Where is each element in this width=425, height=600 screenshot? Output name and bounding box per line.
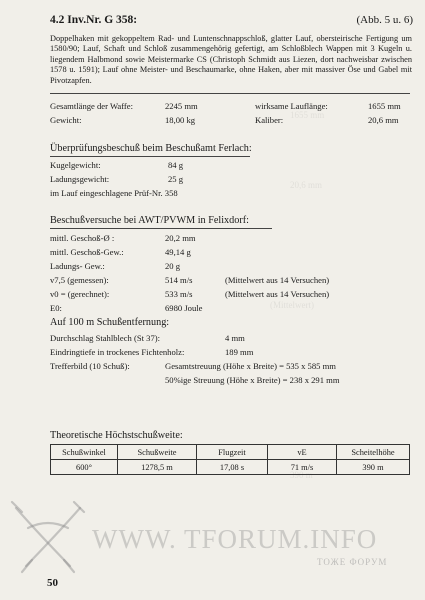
table-cell: 390 m — [337, 460, 410, 475]
watermark-subtext: ТОЖЕ ФОРУМ — [317, 557, 388, 567]
figure-reference: (Abb. 5 u. 6) — [356, 14, 413, 26]
caliber-value: 20,6 mm — [368, 115, 399, 125]
table-cell: 1278,5 m — [118, 460, 197, 475]
test-row-label: v7,5 (gemessen): — [50, 275, 109, 285]
page-number: 50 — [47, 577, 58, 589]
divider — [50, 93, 410, 94]
test-row-label: mittl. Geschoß-Gew.: — [50, 247, 124, 257]
bleed-through-decoration: 390 m — [290, 470, 313, 480]
watermark-text: WWW. TFORUM.INFO — [92, 524, 378, 554]
ball-weight-label: Kugelgewicht: — [50, 160, 101, 170]
table-header-row — [51, 445, 410, 460]
col-header: Schußwinkel — [51, 445, 118, 460]
test-row-label: Ladungs- Gew.: — [50, 261, 105, 271]
table-cell: 71 m/s — [268, 460, 337, 475]
bleed-through-decoration: 1655 mm — [290, 110, 325, 120]
crossed-sabres-watermark-icon — [8, 488, 88, 578]
table-row — [51, 460, 410, 475]
effective-barrel-value: 1655 mm — [368, 101, 401, 111]
wood-penetration-label: Eindringtiefe in trockenes Fichtenholz: — [50, 347, 185, 357]
total-length-label: Gesamtlänge der Waffe: — [50, 101, 133, 111]
bleed-through-decoration: 20,6 mm — [290, 180, 323, 190]
divider — [50, 156, 250, 157]
test-row-value: 20,2 mm — [165, 233, 196, 243]
steel-plate-value: 4 mm — [225, 333, 245, 343]
test-row-label: E0: — [50, 303, 62, 313]
half-spread: 50%ige Streuung (Höhe x Breite) = 238 x 291 mm — [165, 375, 340, 385]
theoretical-heading: Theoretische Höchstschußweite: — [50, 430, 183, 441]
test-row-label: v0 = (gerechnet): — [50, 289, 110, 299]
target-pattern-label: Trefferbild (10 Schuß): — [50, 361, 130, 371]
wood-penetration-value: 189 mm — [225, 347, 254, 357]
effective-barrel-label: wirksame Lauflänge: — [255, 101, 328, 111]
table-cell: 17,08 s — [197, 460, 268, 475]
ball-weight-value: 84 g — [168, 160, 184, 170]
test-row-label: mittl. Geschoß-Ø : — [50, 233, 115, 243]
charge-weight-value: 25 g — [168, 174, 184, 184]
total-spread: Gesamtstreuung (Höhe x Breite) = 535 x 585 mm — [165, 361, 336, 371]
section-header — [50, 14, 413, 28]
weight-value: 18,00 kg — [165, 115, 196, 125]
caliber-label: Kaliber: — [255, 115, 284, 125]
section-title: 4.2 Inv.Nr. G 358: — [50, 14, 138, 26]
test-row-note: (Mittelwert aus 14 Versuchen) — [225, 275, 330, 285]
test-row-value: 49,14 g — [165, 247, 191, 257]
divider — [50, 228, 272, 229]
tests-heading: Beschußversuche bei AWT/PVWM in Felixdorf: — [50, 215, 249, 226]
test-row-value: 6980 Joule — [165, 303, 203, 313]
theoretical-range-table — [50, 444, 410, 475]
col-header: Scheitelhöhe — [337, 445, 410, 460]
col-header: Schußweite — [118, 445, 197, 460]
proof-number-note: im Lauf eingeschlagene Prüf-Nr. 358 — [50, 188, 178, 198]
proof-heading: Überprüfungsbeschuß beim Beschußamt Ferlach: — [50, 143, 252, 154]
distance-heading: Auf 100 m Schußentfernung: — [50, 317, 170, 328]
test-row-note: (Mittelwert aus 14 Versuchen) — [225, 289, 330, 299]
table-cell: 600° — [51, 460, 118, 475]
charge-weight-label: Ladungsgewicht: — [50, 174, 110, 184]
test-row-value: 20 g — [165, 261, 181, 271]
col-header: Flugzeit — [197, 445, 268, 460]
test-row-value: 514 m/s — [165, 275, 193, 285]
weight-label: Gewicht: — [50, 115, 82, 125]
total-length-value: 2245 mm — [165, 101, 198, 111]
test-row-value: 533 m/s — [165, 289, 193, 299]
weapon-description: Doppelhaken mit gekoppeltem Rad- und Luntenschnappschloß, glatter Lauf, obersteirische Fertigung um 1580/90; Lauf, Schaft und Schloß zusammengehörig gefertigt, am Schloßblech Wappen mit 3 Kugeln u. liegendem Halbmond sowie Meistermarke CS (Christoph Schmidt aus Liezen, dort nachweisbar zwischen 1578 u. 1591); Lauf ohne Meister- und Beschaumarke, ohne Haken, aber mit massiver Öse und Gabel mit Pivotzapfen. — [50, 34, 412, 85]
steel-plate-label: Durchschlag Stahlblech (St 37): — [50, 333, 161, 343]
bleed-through-decoration: (Mittelwert) — [270, 300, 314, 310]
col-header: vE — [268, 445, 337, 460]
